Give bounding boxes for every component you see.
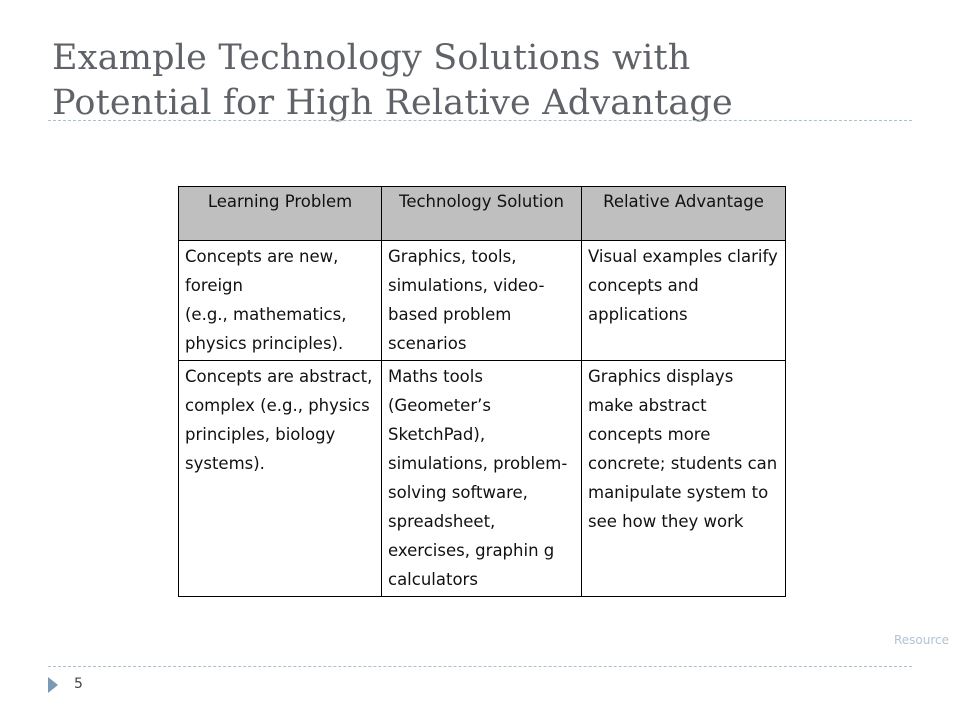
cell-text: Maths tools (Geometer’s SketchPad), simulations, problem-solving software, spreadsheet, exercises, graphin g calculators (388, 367, 568, 589)
cell-technology-solution (382, 361, 582, 597)
cell-relative-advantage (582, 241, 786, 361)
cell-learning-problem (179, 241, 382, 361)
page-number: 5 (74, 676, 83, 692)
table-header-row (179, 187, 786, 241)
header-learning-problem: Learning Problem (179, 187, 382, 241)
cell-text: Graphics, tools, simulations, video-based problem scenarios (388, 247, 545, 353)
header-technology-solution: Technology Solution (382, 187, 582, 241)
cell-text: Concepts are abstract, complex (e.g., physics principles, biology systems). (185, 367, 373, 473)
cell-technology-solution (382, 241, 582, 361)
cell-text: Concepts are new, foreign (e.g., mathematics, physics principles). (185, 247, 347, 353)
cell-text: Visual examples clarify concepts and applications (588, 247, 778, 324)
slide-title-line-2: Potential for High Relative Advantage (52, 83, 733, 123)
resource-link[interactable]: Resource (893, 633, 949, 647)
cell-relative-advantage (582, 361, 786, 597)
cell-learning-problem (179, 361, 382, 597)
header-relative-advantage: Relative Advantage (582, 187, 786, 241)
technology-solutions-table (178, 186, 786, 597)
table-row (179, 361, 786, 597)
slide-title (52, 36, 932, 126)
footer-divider (48, 666, 912, 667)
cell-text: Graphics displays make abstract concepts more concrete; students can manipulate system to see how they work (588, 367, 778, 531)
table-row (179, 241, 786, 361)
triangle-bullet-icon (48, 677, 58, 693)
title-divider (48, 120, 912, 121)
slide-title-line-1: Example Technology Solutions with (52, 38, 691, 78)
